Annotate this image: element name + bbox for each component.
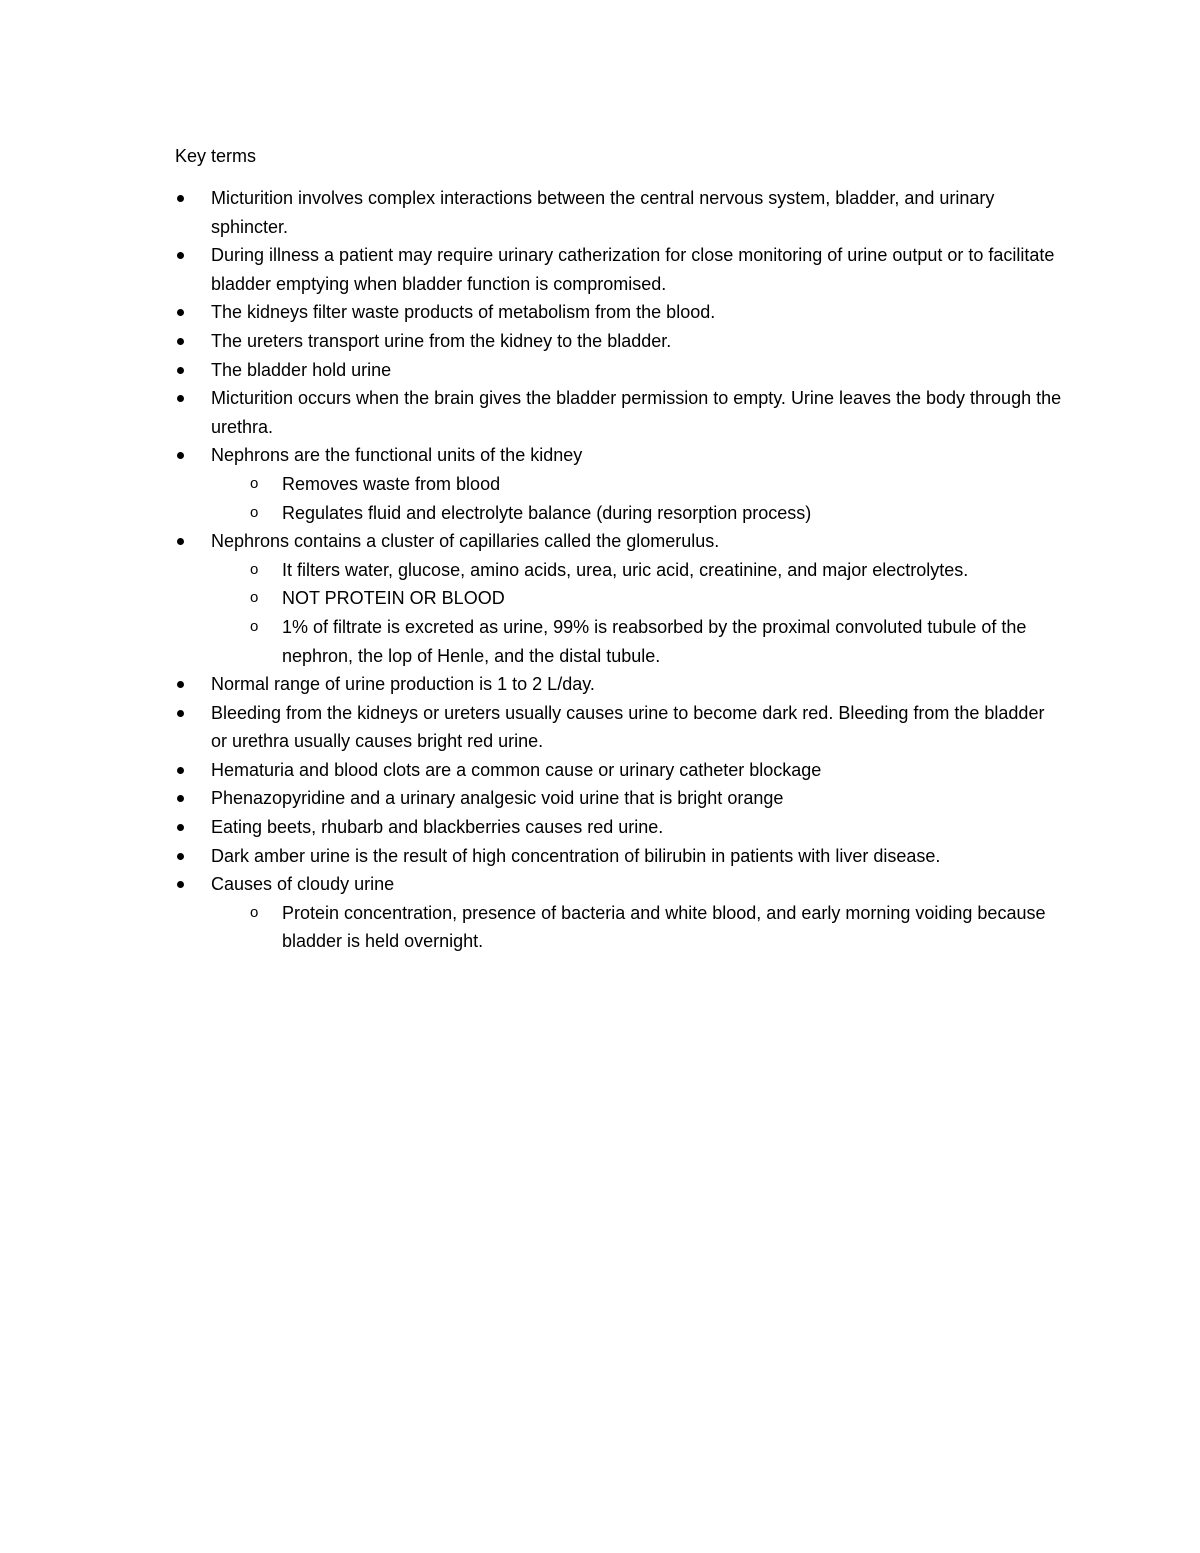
- sub-bullet-icon: o: [250, 560, 259, 578]
- bullet-icon: [177, 195, 184, 202]
- list-item: [175, 670, 1065, 699]
- bullet-icon: [177, 309, 184, 316]
- sub-list-item-text: Regulates fluid and electrolyte balance (during resorption process): [282, 502, 812, 523]
- bullet-icon: [177, 338, 184, 345]
- sub-list-item: [247, 613, 1065, 670]
- sub-bullet-icon: o: [250, 503, 259, 521]
- sub-bullet-icon: o: [250, 589, 259, 607]
- list-item-text: Causes of cloudy urine: [211, 874, 395, 895]
- list-item: [175, 870, 1065, 956]
- list-item: [175, 241, 1065, 298]
- list-item-text: Dark amber urine is the result of high concentration of bilirubin in patients with liver disease.: [211, 845, 941, 866]
- list-item: [175, 527, 1065, 670]
- list-item: [175, 813, 1065, 842]
- sub-list-item: [247, 556, 1065, 585]
- list-item: [175, 441, 1065, 527]
- list-item-text: Eating beets, rhubarb and blackberries causes red urine.: [211, 817, 664, 838]
- bullet-icon: [177, 767, 184, 774]
- sub-list-item: [247, 899, 1065, 956]
- sub-bullet-icon: o: [250, 903, 259, 921]
- sub-list-item-text: NOT PROTEIN OR BLOOD: [282, 588, 505, 609]
- bullet-icon: [177, 853, 184, 860]
- bullet-icon: [177, 367, 184, 374]
- list-item: [175, 842, 1065, 871]
- sub-list-item-text: It filters water, glucose, amino acids, urea, uric acid, creatinine, and major electrolytes.: [282, 559, 969, 580]
- sub-list-item: [247, 470, 1065, 499]
- sub-bullet-icon: o: [250, 474, 259, 492]
- list-item-text: Phenazopyridine and a urinary analgesic void urine that is bright orange: [211, 788, 784, 809]
- bullet-icon: [177, 452, 184, 459]
- list-item: [175, 356, 1065, 385]
- list-item: [175, 784, 1065, 813]
- list-item: [175, 184, 1065, 241]
- list-item: [175, 298, 1065, 327]
- sub-list-item-text: Protein concentration, presence of bacteria and white blood, and early morning voiding because bladder is held overnight.: [282, 902, 1046, 952]
- sub-bullet-icon: o: [250, 617, 259, 635]
- document-content: [175, 142, 1065, 956]
- bullet-icon: [177, 710, 184, 717]
- list-item-text: The bladder hold urine: [211, 359, 392, 380]
- sub-list-item-text: Removes waste from blood: [282, 473, 501, 494]
- list-item-text: Bleeding from the kidneys or ureters usually causes urine to become dark red. Bleeding from the bladder or urethra usually causes bright red urine.: [211, 702, 1045, 752]
- bullet-icon: [177, 538, 184, 545]
- list-item: [175, 327, 1065, 356]
- bullet-icon: [177, 795, 184, 802]
- sub-list: [247, 556, 1065, 670]
- page-title: Key terms: [175, 146, 257, 166]
- list-item: [175, 384, 1065, 441]
- list-item: [175, 699, 1065, 756]
- list-item-text: Hematuria and blood clots are a common cause or urinary catheter blockage: [211, 759, 822, 780]
- key-terms-list: [175, 184, 1065, 956]
- list-item-text: During illness a patient may require urinary catherization for close monitoring of urine output or to facilitate bladder emptying when bladder function is compromised.: [211, 245, 1055, 294]
- sub-list-item: [247, 584, 1065, 613]
- list-item-text: Micturition occurs when the brain gives the bladder permission to empty. Urine leaves the body through the urethra.: [211, 388, 1062, 437]
- bullet-icon: [177, 681, 184, 688]
- list-item-text: The kidneys filter waste products of metabolism from the blood.: [211, 302, 716, 323]
- sub-list: [247, 470, 1065, 527]
- sub-list-item: [247, 499, 1065, 528]
- sub-list-item-text: 1% of filtrate is excreted as urine, 99% is reabsorbed by the proximal convoluted tubule of the nephron, the lop of Henle, and the distal tubule.: [282, 616, 1027, 666]
- sub-list: [247, 899, 1065, 956]
- list-item-text: Nephrons contains a cluster of capillaries called the glomerulus.: [211, 531, 720, 552]
- list-item-text: The ureters transport urine from the kidney to the bladder.: [211, 330, 672, 351]
- list-item-text: Normal range of urine production is 1 to 2 L/day.: [211, 674, 595, 695]
- bullet-icon: [177, 252, 184, 259]
- list-item-text: Nephrons are the functional units of the kidney: [211, 445, 583, 466]
- bullet-icon: [177, 881, 184, 888]
- list-item-text: Micturition involves complex interactions between the central nervous system, bladder, and urinary sphincter.: [211, 188, 995, 237]
- bullet-icon: [177, 824, 184, 831]
- bullet-icon: [177, 395, 184, 402]
- list-item: [175, 756, 1065, 785]
